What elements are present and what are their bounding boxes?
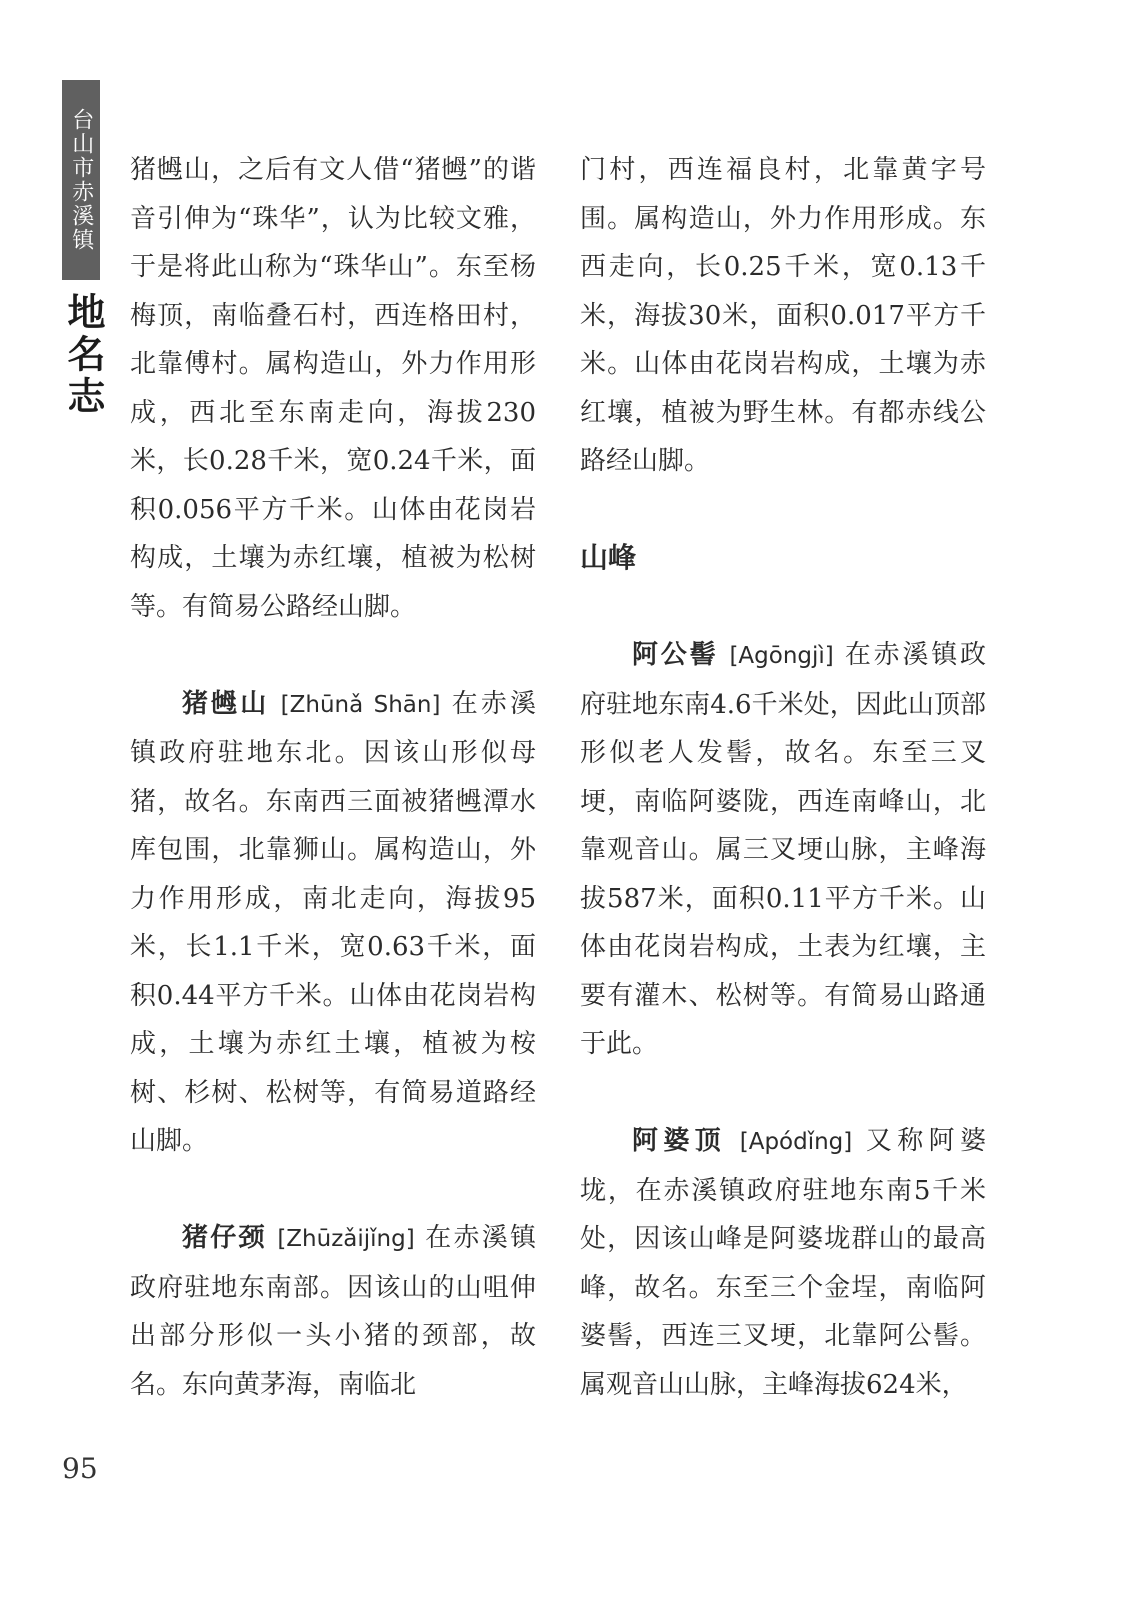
entry-text: 在赤溪镇政府驻地东南4.6千米处，因此山顶部形似老人发髻，故名。东至三叉埂，南临阿婆陇，西连南峰山，北靠观音山。属三叉埂山脉，主峰海拔587米，面积0.11平方千米。山体由花岗岩构成，土表为红壤，主要有灌木、松树等。有简易山路通于此。 <box>580 640 986 1059</box>
side-tab-label: 台山市赤溪镇 <box>68 108 94 252</box>
entry-pinyin: [Zhūzǎijǐng] <box>277 1226 415 1252</box>
entry-pinyin: [Apódǐng] <box>739 1129 853 1155</box>
entry-name: 猪仔颈 <box>182 1223 267 1253</box>
right-column <box>580 146 986 1409</box>
page-number: 95 <box>62 1452 98 1485</box>
entry-text: 在赤溪镇政府驻地东南部。因该山的山咀伸出部分形似一头小猪的颈部，故名。东向黄茅海，南临北 <box>130 1223 536 1400</box>
entry-name: 阿婆顶 <box>632 1126 727 1156</box>
entry-pinyin: [Zhūnǎ Shān] <box>280 691 441 718</box>
right-continuation-paragraph: 门村，西连福良村，北靠黄字号围。属构造山，外力作用形成。东西走向，长0.25千米，宽0.13千米，海拔30米，面积0.017平方千米。山体由花岗岩构成，土壤为赤红壤，植被为野生林。有都赤线公路经山脚。 <box>580 155 986 476</box>
entry-paragraph <box>580 631 986 1069</box>
entry-paragraph <box>130 680 536 1166</box>
entry-paragraph <box>580 1117 986 1409</box>
section-heading: 山峰 <box>580 541 637 574</box>
entry-text: 又称阿婆垅，在赤溪镇政府驻地东南5千米处，因该山峰是阿婆垅群山的最高峰，故名。东至三个金埕，南临阿婆髻，西连三叉埂，北靠阿公髻。属观音山山脉，主峰海拔624米， <box>580 1126 986 1400</box>
side-tab <box>62 80 100 280</box>
entry-name: 猪乸山 <box>182 688 270 719</box>
entry-pinyin: [Agōngjì] <box>729 643 834 669</box>
entry-text: 在赤溪镇政府驻地东北。因该山形似母猪，故名。东南西三面被猪乸潭水库包围，北靠狮山。属构造山，外力作用形成，南北走向，海拔95米，长1.1千米，宽0.63千米，面积0.44平方千米。山体由花岗岩构成，土壤为赤红土壤，植被为桉树、杉树、松树等，有简易道路经山脚。 <box>130 688 536 1156</box>
entry-paragraph <box>130 1214 536 1409</box>
side-title: 地名志 <box>61 292 105 418</box>
left-intro-paragraph: 猪乸山，之后有文人借“猪乸”的谐音引伸为“珠华”，认为比较文雅，于是将此山称为“珠华山”。东至杨梅顶，南临叠石村，西连格田村，北靠傅村。属构造山，外力作用形成，西北至东南走向，海拔230米，长0.28千米，宽0.24千米，面积0.056平方千米。山体由花岗岩构成，土壤为赤红壤，植被为松树等。有简易公路经山脚。 <box>130 155 536 622</box>
left-column <box>130 146 536 1409</box>
entry-name: 阿公髻 <box>632 640 719 670</box>
